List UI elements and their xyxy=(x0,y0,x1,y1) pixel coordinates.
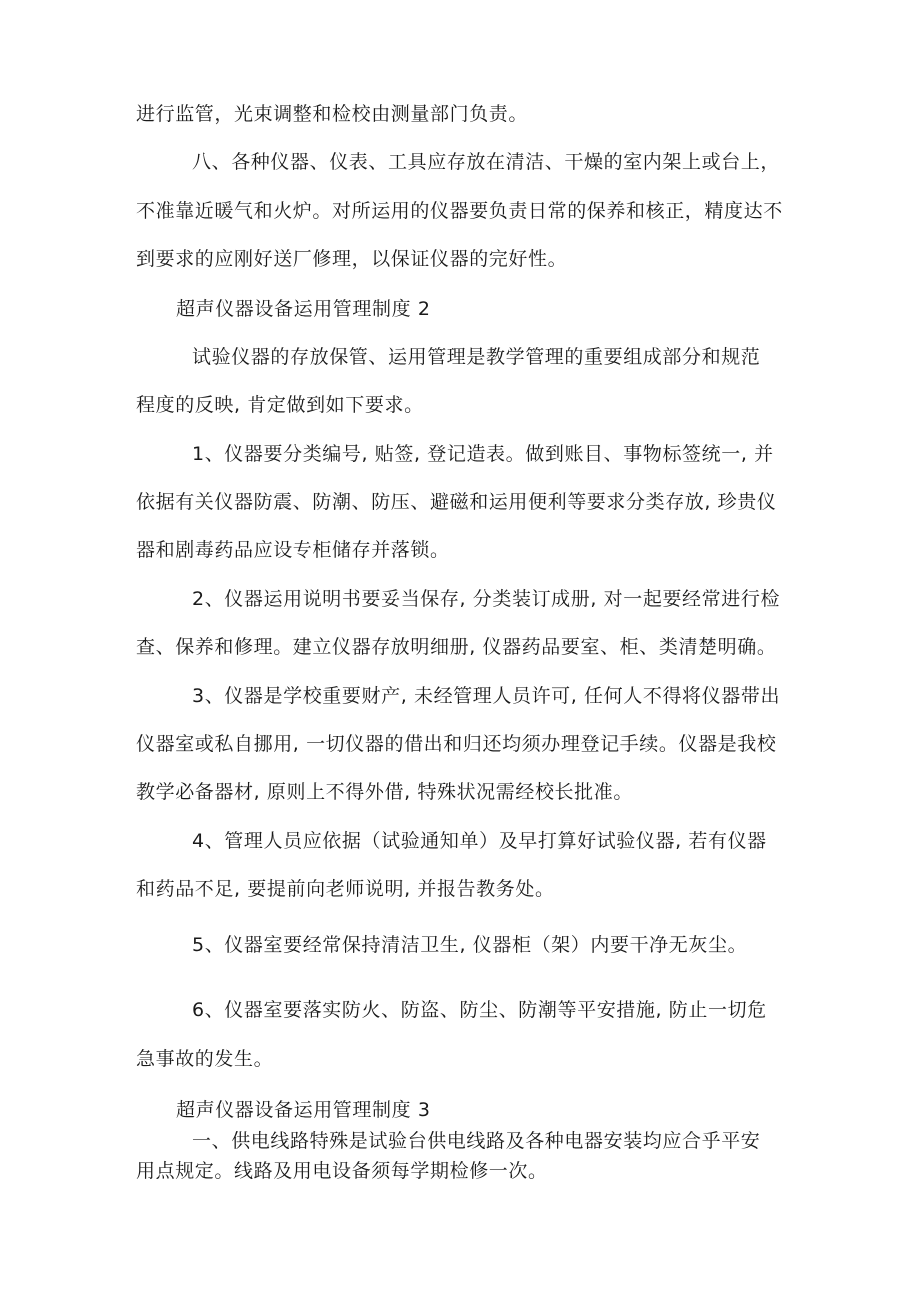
paragraph-rule-1-line-3: 器和剧毒药品应设专柜储存并落锁。 xyxy=(136,539,450,561)
paragraph-intro-2-line-2: 程度的反映, 肯定做到如下要求。 xyxy=(136,394,424,416)
paragraph-section-1-line-1: 一、供电线路特殊是试验台供电线路及各种电器安装均应合乎平安 xyxy=(192,1130,761,1152)
paragraph-item-8-line-3: 到要求的应刚好送厂修理，以保证仪器的完好性。 xyxy=(136,248,568,270)
paragraph-rule-6-line-1: 6、仪器室要落实防火、防盗、防尘、防潮等平安措施, 防止一切危 xyxy=(192,999,767,1021)
paragraph-rule-2-line-1: 2、仪器运用说明书要妥当保存, 分类装订成册, 对一起要经常进行检 xyxy=(192,588,781,610)
paragraph-rule-5-line-1: 5、仪器室要经常保持清洁卫生, 仪器柜（架）内要干净无灰尘。 xyxy=(192,934,748,956)
paragraph-section-1-line-2: 用点规定。线路及用电设备须每学期检修一次。 xyxy=(136,1160,548,1182)
paragraph-rule-4-line-1: 4、管理人员应依据（试验通知单）及早打算好试验仪器, 若有仪器 xyxy=(192,830,767,852)
paragraph-rule-6-line-2: 急事故的发生。 xyxy=(136,1048,274,1070)
paragraph-continuation-line-1: 进行监管，光束调整和检校由测量部门负责。 xyxy=(136,103,529,125)
paragraph-item-8-line-1: 八、各种仪器、仪表、工具应存放在清洁、干燥的室内架上或台上， xyxy=(192,151,781,173)
paragraph-intro-2-line-1: 试验仪器的存放保管、运用管理是教学管理的重要组成部分和规范 xyxy=(192,346,761,368)
paragraph-rule-3-line-1: 3、仪器是学校重要财产, 未经管理人员许可, 任何人不得将仪器带出 xyxy=(192,685,781,707)
paragraph-rule-4-line-2: 和药品不足, 要提前向老师说明, 并报告教务处。 xyxy=(136,878,555,900)
paragraph-rule-3-line-3: 教学必备器材, 原则上不得外借, 特殊状况需经校长批准。 xyxy=(136,781,633,803)
paragraph-item-8-line-2: 不准靠近暖气和火炉。对所运用的仪器要负责日常的保养和核正，精度达不 xyxy=(136,200,783,222)
section-heading-2: 超声仪器设备运用管理制度 2 xyxy=(176,298,431,320)
section-heading-3: 超声仪器设备运用管理制度 3 xyxy=(176,1099,431,1121)
paragraph-rule-1-line-1: 1、仪器要分类编号, 贴签, 登记造表。做到账目、事物标签统一, 并 xyxy=(192,443,774,465)
paragraph-rule-2-line-2: 查、保养和修理。建立仪器存放明细册, 仪器药品要室、柜、类清楚明确。 xyxy=(136,636,777,658)
paragraph-rule-3-line-2: 仪器室或私自挪用, 一切仪器的借出和归还均须办理登记手续。仪器是我校 xyxy=(136,733,777,755)
paragraph-rule-1-line-2: 依据有关仪器防震、防潮、防压、避磁和运用便利等要求分类存放, 珍贵仪 xyxy=(136,491,777,513)
